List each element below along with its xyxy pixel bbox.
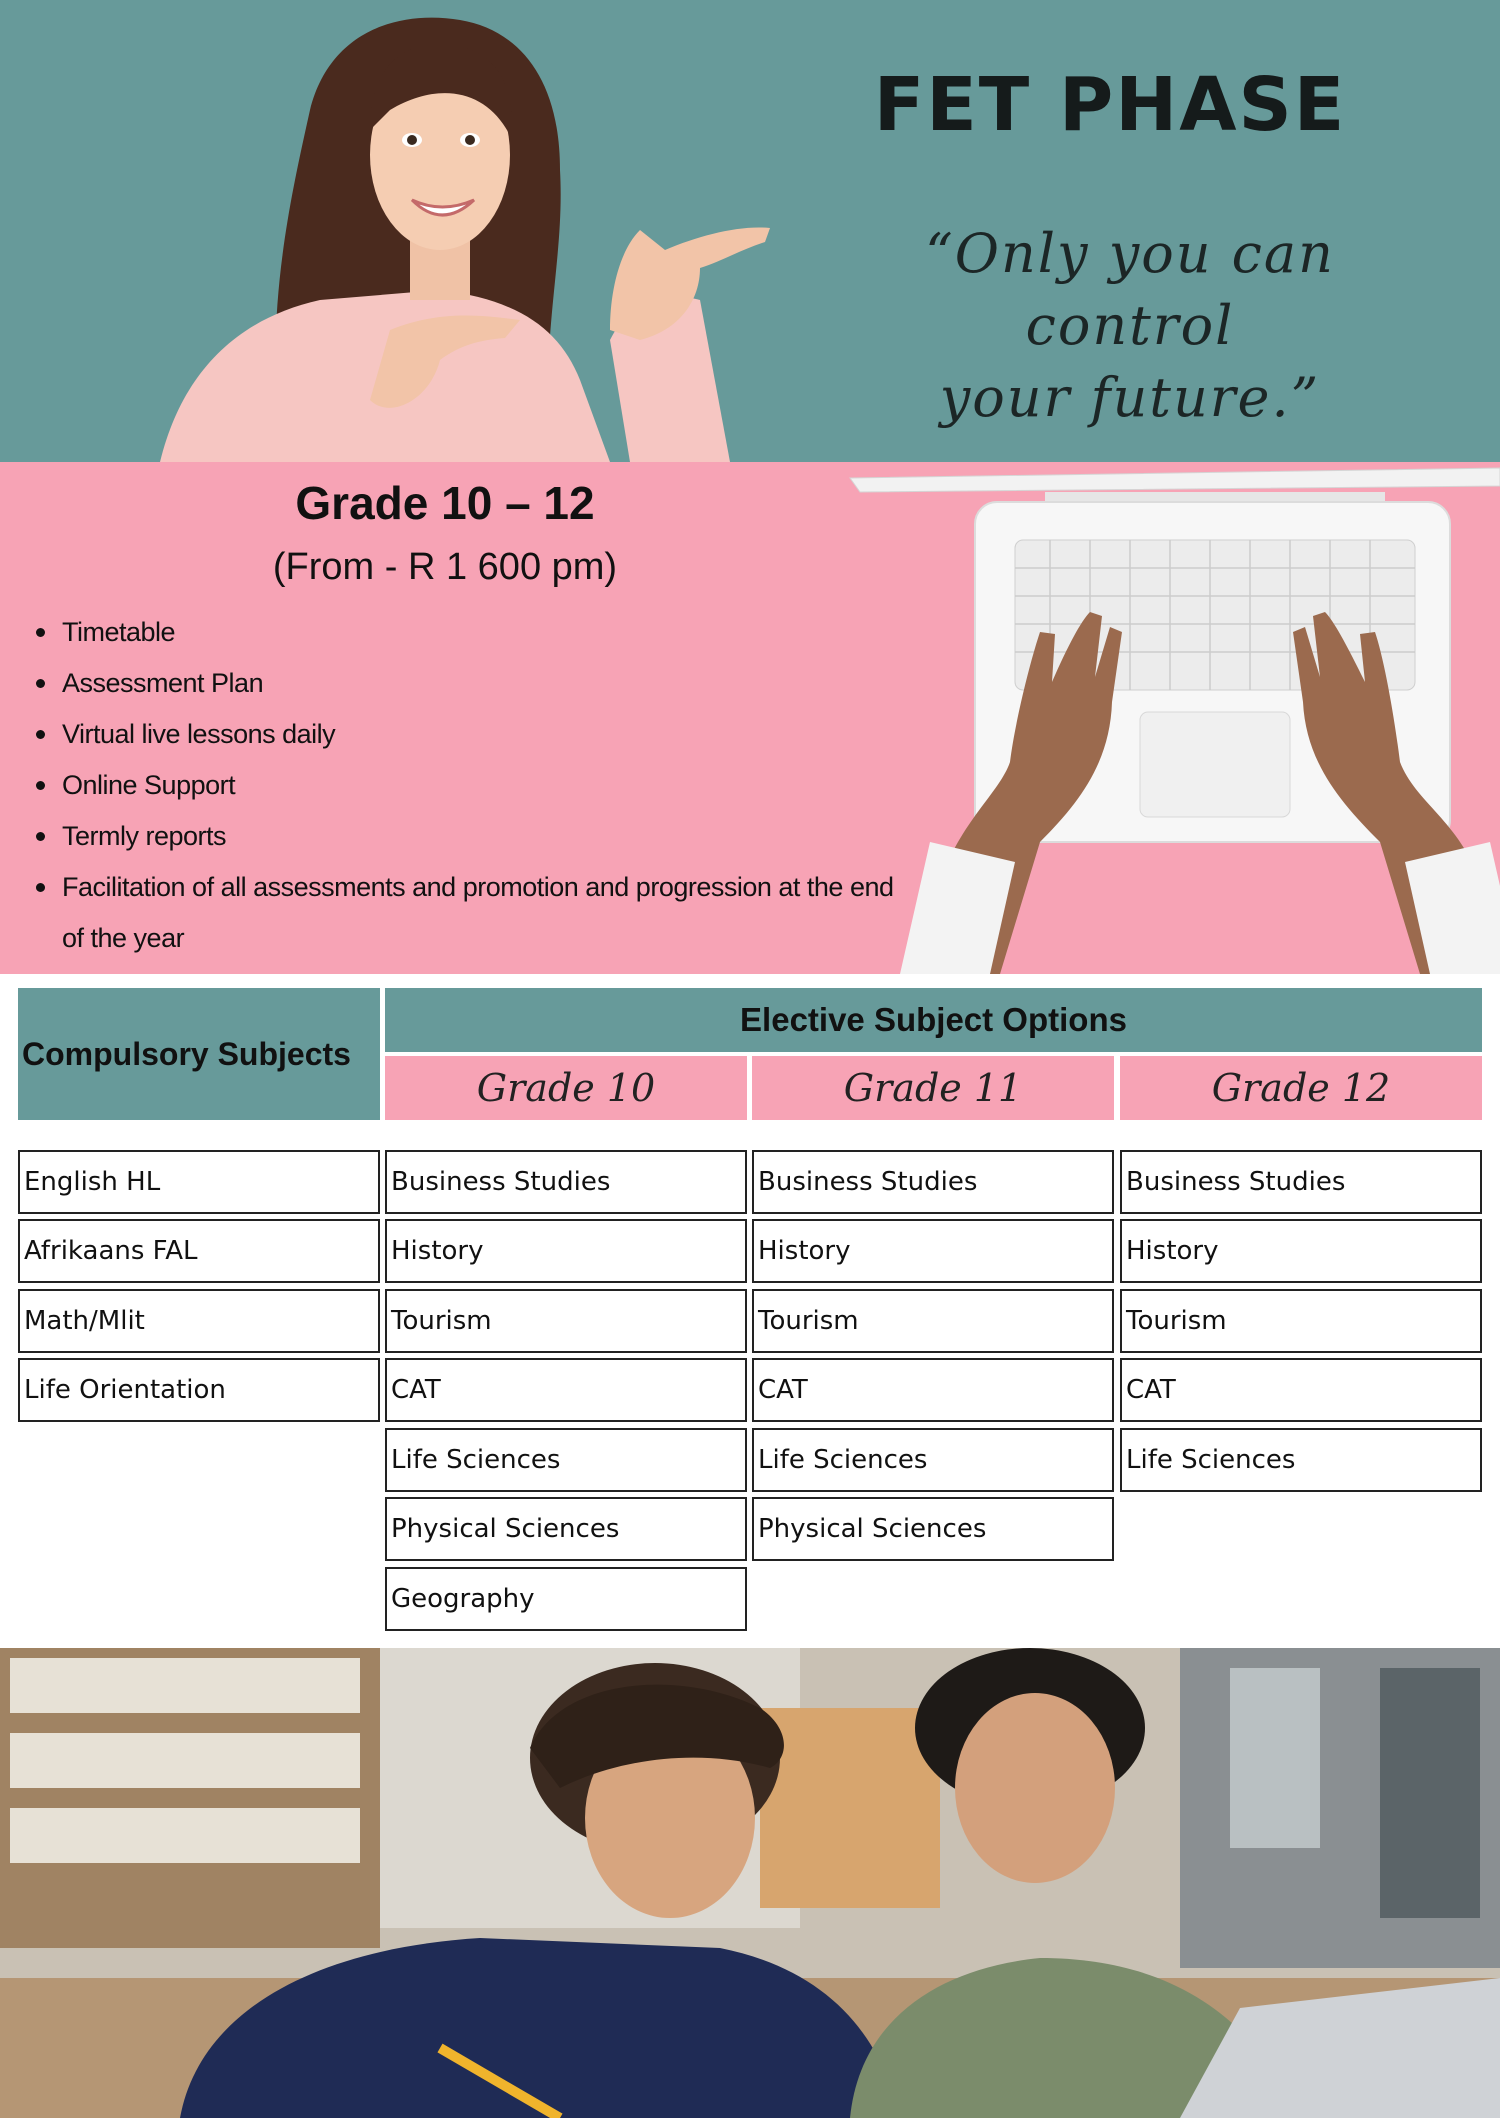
grade-10-subject-cell: CAT (385, 1358, 747, 1422)
grade-10-header: Grade 10 (385, 1056, 747, 1120)
quote-line: “Only you can control (925, 222, 1335, 357)
grade-11-subject-cell: Business Studies (752, 1150, 1114, 1214)
feature-item: Termly reports (36, 811, 916, 862)
compulsory-subjects-header: Compulsory Subjects (18, 988, 380, 1120)
feature-item: Assessment Plan (36, 658, 916, 709)
features-list (36, 607, 916, 964)
grade-11-subject-cell: Life Sciences (752, 1428, 1114, 1492)
laptop-typing-photo (840, 462, 1500, 974)
grade-11-header: Grade 11 (752, 1056, 1114, 1120)
grade-11-subject-cell: Physical Sciences (752, 1497, 1114, 1561)
subjects-table (0, 974, 1500, 1648)
grade-10-subject-cell: Business Studies (385, 1150, 747, 1214)
grade-12-subject-cell: CAT (1120, 1358, 1482, 1422)
grade-12-subject-cell: Tourism (1120, 1289, 1482, 1353)
grade-11-subject-cell: Tourism (752, 1289, 1114, 1353)
student-pointing-photo (140, 0, 780, 462)
compulsory-subject-cell: Afrikaans FAL (18, 1219, 380, 1283)
grade-12-header: Grade 12 (1120, 1056, 1482, 1120)
grade-10-subject-cell: Physical Sciences (385, 1497, 747, 1561)
quote-line: your future.” (939, 366, 1321, 429)
feature-item: Timetable (36, 607, 916, 658)
grade-10-subject-cell: Life Sciences (385, 1428, 747, 1492)
grade-10-subject-cell: History (385, 1219, 747, 1283)
price-text: (From - R 1 600 pm) (272, 546, 618, 588)
grade-12-subject-cell: Business Studies (1120, 1150, 1482, 1214)
grade-12-subject-cell: Life Sciences (1120, 1428, 1482, 1492)
motivational-quote (840, 218, 1420, 434)
compulsory-subject-cell: Math/Mlit (18, 1289, 380, 1353)
grade-11-subject-cell: CAT (752, 1358, 1114, 1422)
grade-10-subject-cell: Geography (385, 1567, 747, 1631)
elective-subjects-header: Elective Subject Options (385, 988, 1482, 1052)
grade-range-heading: Grade 10 – 12 (295, 477, 595, 529)
offer-section (0, 462, 1500, 974)
compulsory-subject-cell: Life Orientation (18, 1358, 380, 1422)
compulsory-subject-cell: English HL (18, 1150, 380, 1214)
grade-10-subject-cell: Tourism (385, 1289, 747, 1353)
feature-item: Virtual live lessons daily (36, 709, 916, 760)
header-banner (0, 0, 1500, 462)
students-studying-photo (0, 1648, 1500, 2118)
page-title: FET PHASE (873, 62, 1347, 148)
grade-11-subject-cell: History (752, 1219, 1114, 1283)
grade-12-subject-cell: History (1120, 1219, 1482, 1283)
feature-item: Online Support (36, 760, 916, 811)
feature-item: Facilitation of all assessments and promotion and progression at the end of the year (36, 862, 916, 964)
